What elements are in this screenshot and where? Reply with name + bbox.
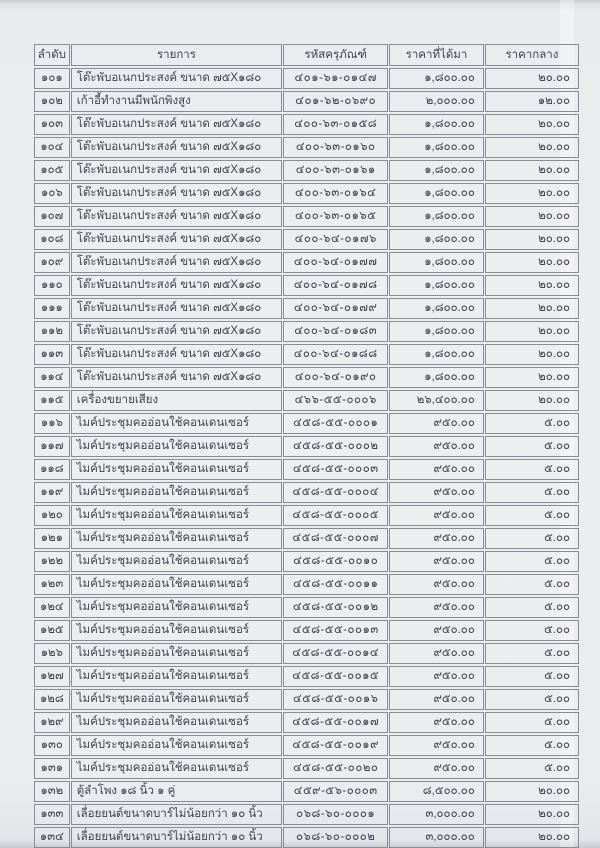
cell-code: ๔๕๘-๕๕-๐๐๐๒: [283, 436, 388, 457]
header-code: รหัสครุภัณฑ์: [283, 44, 388, 66]
cell-item: ไมค์ประชุมคออ่อนใช้คอนเดนเซอร์: [71, 413, 283, 434]
table-row: [34, 137, 579, 158]
cell-no: ๑๒๐: [34, 505, 70, 526]
cell-code: ๔๕๘-๕๕-๐๐๐๓: [283, 459, 388, 480]
cell-code: ๔๕๘-๕๕-๐๐๐๔: [283, 482, 388, 503]
cell-no: ๑๐๖: [34, 183, 70, 204]
cell-no: ๑๒๖: [34, 643, 70, 664]
cell-central: ๒๐.๐๐: [485, 68, 579, 89]
cell-code: ๔๕๘-๕๕-๐๐๑๖: [283, 689, 388, 710]
cell-central: ๒๐.๐๐: [485, 275, 579, 296]
cell-code: ๔๐๐-๖๓-๐๑๕๘: [283, 114, 388, 135]
cell-central: ๒๐.๐๐: [485, 367, 579, 388]
table-row: [34, 643, 579, 664]
cell-acquired: ๑,๘๐๐.๐๐: [389, 160, 484, 181]
cell-code: ๔๕๘-๕๕-๐๐๑๑: [283, 574, 388, 595]
table-row: [34, 551, 579, 572]
cell-item: ไมค์ประชุมคออ่อนใช้คอนเดนเซอร์: [71, 689, 283, 710]
cell-central: ๒๐.๐๐: [485, 206, 579, 227]
table-row: [34, 413, 579, 434]
cell-item: ไมค์ประชุมคออ่อนใช้คอนเดนเซอร์: [71, 459, 283, 480]
cell-acquired: ๑,๘๐๐.๐๐: [389, 68, 484, 89]
cell-item: ไมค์ประชุมคออ่อนใช้คอนเดนเซอร์: [71, 482, 283, 503]
cell-central: ๕.๐๐: [485, 551, 579, 572]
cell-acquired: ๑,๘๐๐.๐๐: [389, 275, 484, 296]
cell-no: ๑๐๙: [34, 252, 70, 273]
cell-no: ๑๑๙: [34, 482, 70, 503]
cell-acquired: ๙๕๐.๐๐: [389, 597, 484, 618]
cell-no: ๑๓๔: [34, 827, 70, 848]
cell-code: ๐๖๘-๖๐-๐๐๐๑: [283, 804, 388, 825]
header-row: [34, 44, 579, 66]
cell-item: โต๊ะพับอเนกประสงค์ ขนาด ๗๕X๑๘๐: [71, 367, 283, 388]
table-row: [34, 298, 579, 319]
cell-item: เลื่อยยนต์ขนาดบาร์ไม่น้อยกว่า ๑๐ นิ้ว: [71, 804, 283, 825]
table-row: [34, 482, 579, 503]
table-row: [34, 758, 579, 779]
cell-item: โต๊ะพับอเนกประสงค์ ขนาด ๗๕X๑๘๐: [71, 68, 283, 89]
cell-central: ๒๐.๐๐: [485, 298, 579, 319]
table-row: [34, 183, 579, 204]
cell-central: ๕.๐๐: [485, 689, 579, 710]
cell-item: ไมค์ประชุมคออ่อนใช้คอนเดนเซอร์: [71, 574, 283, 595]
table-row: [34, 620, 579, 641]
cell-acquired: ๙๕๐.๐๐: [389, 620, 484, 641]
cell-code: ๔๐๐-๖๓-๐๑๖๔: [283, 183, 388, 204]
cell-acquired: ๑,๘๐๐.๐๐: [389, 252, 484, 273]
cell-acquired: ๑,๘๐๐.๐๐: [389, 137, 484, 158]
table-row: [34, 505, 579, 526]
cell-code: ๔๐๑-๖๑-๐๑๔๗: [283, 68, 388, 89]
cell-item: โต๊ะพับอเนกประสงค์ ขนาด ๗๕X๑๘๐: [71, 275, 283, 296]
cell-item: โต๊ะพับอเนกประสงค์ ขนาด ๗๕X๑๘๐: [71, 252, 283, 273]
cell-central: ๕.๐๐: [485, 482, 579, 503]
cell-item: ไมค์ประชุมคออ่อนใช้คอนเดนเซอร์: [71, 643, 283, 664]
asset-table-body: [34, 68, 579, 848]
cell-central: ๕.๐๐: [485, 643, 579, 664]
table-row: [34, 781, 579, 802]
cell-no: ๑๑๗: [34, 436, 70, 457]
cell-no: ๑๐๗: [34, 206, 70, 227]
cell-central: ๒๐.๐๐: [485, 137, 579, 158]
cell-no: ๑๑๓: [34, 344, 70, 365]
cell-item: โต๊ะพับอเนกประสงค์ ขนาด ๗๕X๑๘๐: [71, 321, 283, 342]
cell-acquired: ๙๕๐.๐๐: [389, 528, 484, 549]
cell-acquired: ๙๕๐.๐๐: [389, 643, 484, 664]
table-row: [34, 712, 579, 733]
table-row: [34, 160, 579, 181]
cell-acquired: ๑,๘๐๐.๐๐: [389, 367, 484, 388]
cell-central: ๕.๐๐: [485, 505, 579, 526]
cell-acquired: ๒,๐๐๐.๐๐: [389, 91, 484, 112]
cell-central: ๒๐.๐๐: [485, 229, 579, 250]
table-row: [34, 275, 579, 296]
cell-no: ๑๒๕: [34, 620, 70, 641]
cell-acquired: ๙๕๐.๐๐: [389, 758, 484, 779]
cell-no: ๑๓๒: [34, 781, 70, 802]
cell-code: ๔๐๐-๖๓-๐๑๖๐: [283, 137, 388, 158]
cell-no: ๑๑๑: [34, 298, 70, 319]
cell-item: ไมค์ประชุมคออ่อนใช้คอนเดนเซอร์: [71, 505, 283, 526]
cell-central: ๕.๐๐: [485, 597, 579, 618]
cell-no: ๑๒๔: [34, 597, 70, 618]
cell-item: ไมค์ประชุมคออ่อนใช้คอนเดนเซอร์: [71, 597, 283, 618]
cell-acquired: ๙๕๐.๐๐: [389, 436, 484, 457]
cell-no: ๑๑๖: [34, 413, 70, 434]
cell-central: ๕.๐๐: [485, 758, 579, 779]
cell-acquired: ๑,๘๐๐.๐๐: [389, 229, 484, 250]
cell-code: ๔๐๐-๖๔-๐๑๘๓: [283, 321, 388, 342]
cell-acquired: ๑,๘๐๐.๐๐: [389, 321, 484, 342]
cell-acquired: ๓,๐๐๐.๐๐: [389, 827, 484, 848]
cell-item: ไมค์ประชุมคออ่อนใช้คอนเดนเซอร์: [71, 528, 283, 549]
cell-no: ๑๐๘: [34, 229, 70, 250]
cell-no: ๑๐๑: [34, 68, 70, 89]
cell-acquired: ๑,๘๐๐.๐๐: [389, 298, 484, 319]
cell-code: ๔๐๐-๖๔-๐๑๘๘: [283, 344, 388, 365]
table-row: [34, 827, 579, 848]
table-row: [34, 459, 579, 480]
cell-central: ๒๐.๐๐: [485, 252, 579, 273]
table-row: [34, 528, 579, 549]
table-row: [34, 68, 579, 89]
cell-code: ๔๕๘-๕๕-๐๐๑๓: [283, 620, 388, 641]
cell-central: ๒๐.๐๐: [485, 321, 579, 342]
cell-item: โต๊ะพับอเนกประสงค์ ขนาด ๗๕X๑๘๐: [71, 206, 283, 227]
cell-acquired: ๑,๘๐๐.๐๐: [389, 114, 484, 135]
cell-item: ตู้ลำโพง ๑๘ นิ้ว ๑ คู่: [71, 781, 283, 802]
table-row: [34, 206, 579, 227]
cell-item: ไมค์ประชุมคออ่อนใช้คอนเดนเซอร์: [71, 666, 283, 687]
cell-no: ๑๐๕: [34, 160, 70, 181]
table-row: [34, 344, 579, 365]
cell-item: โต๊ะพับอเนกประสงค์ ขนาด ๗๕X๑๘๐: [71, 137, 283, 158]
cell-central: ๒๐.๐๐: [485, 827, 579, 848]
cell-code: ๔๐๐-๖๔-๐๑๗๘: [283, 275, 388, 296]
cell-no: ๑๒๓: [34, 574, 70, 595]
cell-acquired: ๙๕๐.๐๐: [389, 574, 484, 595]
cell-no: ๑๑๘: [34, 459, 70, 480]
cell-item: ไมค์ประชุมคออ่อนใช้คอนเดนเซอร์: [71, 735, 283, 756]
cell-acquired: ๘,๕๐๐.๐๐: [389, 781, 484, 802]
cell-item: โต๊ะพับอเนกประสงค์ ขนาด ๗๕X๑๘๐: [71, 160, 283, 181]
header-item: รายการ: [71, 44, 283, 66]
cell-code: ๐๖๘-๖๐-๐๐๐๒: [283, 827, 388, 848]
cell-code: ๔๕๙-๕๖-๐๐๐๓: [283, 781, 388, 802]
cell-item: เครื่องขยายเสียง: [71, 390, 283, 411]
table-row: [34, 804, 579, 825]
cell-central: ๒๐.๐๐: [485, 781, 579, 802]
cell-no: ๑๑๕: [34, 390, 70, 411]
cell-item: ไมค์ประชุมคออ่อนใช้คอนเดนเซอร์: [71, 620, 283, 641]
cell-no: ๑๑๐: [34, 275, 70, 296]
table-row: [34, 229, 579, 250]
cell-code: ๔๐๐-๖๓-๐๑๖๕: [283, 206, 388, 227]
table-row: [34, 367, 579, 388]
header-acquired: ราคาที่ได้มา: [389, 44, 484, 66]
cell-no: ๑๓๓: [34, 804, 70, 825]
header-central: ราคากลาง: [485, 44, 579, 66]
cell-item: เลื่อยยนต์ขนาดบาร์ไม่น้อยกว่า ๑๐ นิ้ว: [71, 827, 283, 848]
cell-acquired: ๙๕๐.๐๐: [389, 505, 484, 526]
cell-code: ๔๕๘-๕๕-๐๐๐๑: [283, 413, 388, 434]
cell-acquired: ๙๕๐.๐๐: [389, 666, 484, 687]
cell-code: ๔๐๑-๖๒-๐๖๙๐: [283, 91, 388, 112]
cell-central: ๕.๐๐: [485, 574, 579, 595]
cell-central: ๕.๐๐: [485, 735, 579, 756]
cell-acquired: ๑,๘๐๐.๐๐: [389, 344, 484, 365]
cell-code: ๔๐๐-๖๔-๐๑๗๙: [283, 298, 388, 319]
cell-acquired: ๙๕๐.๐๐: [389, 689, 484, 710]
cell-item: ไมค์ประชุมคออ่อนใช้คอนเดนเซอร์: [71, 712, 283, 733]
cell-acquired: ๙๕๐.๐๐: [389, 735, 484, 756]
cell-item: โต๊ะพับอเนกประสงค์ ขนาด ๗๕X๑๘๐: [71, 183, 283, 204]
cell-code: ๔๐๐-๖๓-๐๑๖๑: [283, 160, 388, 181]
cell-central: ๒๐.๐๐: [485, 183, 579, 204]
cell-central: ๒๐.๐๐: [485, 160, 579, 181]
cell-central: ๕.๐๐: [485, 712, 579, 733]
cell-code: ๔๕๘-๕๕-๐๐๑๐: [283, 551, 388, 572]
cell-central: ๕.๐๐: [485, 666, 579, 687]
cell-acquired: ๙๕๐.๐๐: [389, 459, 484, 480]
cell-acquired: ๑,๘๐๐.๐๐: [389, 206, 484, 227]
table-row: [34, 666, 579, 687]
cell-no: ๑๒๙: [34, 712, 70, 733]
cell-item: เก้าอี้ทำงานมีพนักพิงสูง: [71, 91, 283, 112]
header-no: ลำดับ: [34, 44, 70, 66]
cell-central: ๕.๐๐: [485, 413, 579, 434]
cell-no: ๑๒๑: [34, 528, 70, 549]
cell-no: ๑๒๘: [34, 689, 70, 710]
cell-no: ๑๒๗: [34, 666, 70, 687]
cell-item: โต๊ะพับอเนกประสงค์ ขนาด ๗๕X๑๘๐: [71, 298, 283, 319]
cell-code: ๔๖๖-๕๕-๐๐๐๖: [283, 390, 388, 411]
cell-no: ๑๐๓: [34, 114, 70, 135]
cell-central: ๒๐.๐๐: [485, 390, 579, 411]
cell-acquired: ๓,๐๐๐.๐๐: [389, 804, 484, 825]
table-row: [34, 91, 579, 112]
cell-no: ๑๓๑: [34, 758, 70, 779]
table-header: [34, 44, 579, 66]
cell-central: ๕.๐๐: [485, 528, 579, 549]
table-row: [34, 390, 579, 411]
cell-central: ๕.๐๐: [485, 459, 579, 480]
cell-code: ๔๕๘-๕๕-๐๐๐๗: [283, 528, 388, 549]
cell-central: ๑๒.๐๐: [485, 91, 579, 112]
cell-item: ไมค์ประชุมคออ่อนใช้คอนเดนเซอร์: [71, 551, 283, 572]
table-row: [34, 436, 579, 457]
cell-code: ๔๐๐-๖๔-๐๑๙๐: [283, 367, 388, 388]
cell-acquired: ๙๕๐.๐๐: [389, 482, 484, 503]
cell-code: ๔๕๘-๕๕-๐๐๒๐: [283, 758, 388, 779]
cell-acquired: ๙๕๐.๐๐: [389, 551, 484, 572]
cell-central: ๒๐.๐๐: [485, 344, 579, 365]
cell-item: โต๊ะพับอเนกประสงค์ ขนาด ๗๕X๑๘๐: [71, 114, 283, 135]
cell-code: ๔๕๘-๕๕-๐๐๑๗: [283, 712, 388, 733]
cell-code: ๔๐๐-๖๔-๐๑๗๖: [283, 229, 388, 250]
cell-no: ๑๐๒: [34, 91, 70, 112]
cell-code: ๔๐๐-๖๔-๐๑๗๗: [283, 252, 388, 273]
cell-code: ๔๕๘-๕๕-๐๐๐๕: [283, 505, 388, 526]
cell-central: ๒๐.๐๐: [485, 804, 579, 825]
cell-item: ไมค์ประชุมคออ่อนใช้คอนเดนเซอร์: [71, 436, 283, 457]
asset-table: [33, 42, 580, 848]
cell-no: ๑๐๔: [34, 137, 70, 158]
table-row: [34, 574, 579, 595]
cell-code: ๔๕๘-๕๕-๐๐๑๙: [283, 735, 388, 756]
cell-no: ๑๑๒: [34, 321, 70, 342]
cell-acquired: ๑,๘๐๐.๐๐: [389, 183, 484, 204]
cell-item: ไมค์ประชุมคออ่อนใช้คอนเดนเซอร์: [71, 758, 283, 779]
table-row: [34, 689, 579, 710]
table-row: [34, 735, 579, 756]
cell-acquired: ๙๕๐.๐๐: [389, 712, 484, 733]
cell-no: ๑๒๒: [34, 551, 70, 572]
cell-central: ๒๐.๐๐: [485, 114, 579, 135]
cell-central: ๕.๐๐: [485, 620, 579, 641]
cell-no: ๑๓๐: [34, 735, 70, 756]
cell-item: โต๊ะพับอเนกประสงค์ ขนาด ๗๕X๑๘๐: [71, 344, 283, 365]
table-row: [34, 597, 579, 618]
table-row: [34, 321, 579, 342]
cell-acquired: ๙๕๐.๐๐: [389, 413, 484, 434]
cell-item: โต๊ะพับอเนกประสงค์ ขนาด ๗๕X๑๘๐: [71, 229, 283, 250]
cell-code: ๔๕๘-๕๕-๐๐๑๒: [283, 597, 388, 618]
cell-code: ๔๕๘-๕๕-๐๐๑๔: [283, 643, 388, 664]
cell-code: ๔๕๘-๕๕-๐๐๑๕: [283, 666, 388, 687]
cell-no: ๑๑๔: [34, 367, 70, 388]
cell-central: ๕.๐๐: [485, 436, 579, 457]
cell-acquired: ๒๖,๔๐๐.๐๐: [389, 390, 484, 411]
table-row: [34, 114, 579, 135]
table-row: [34, 252, 579, 273]
